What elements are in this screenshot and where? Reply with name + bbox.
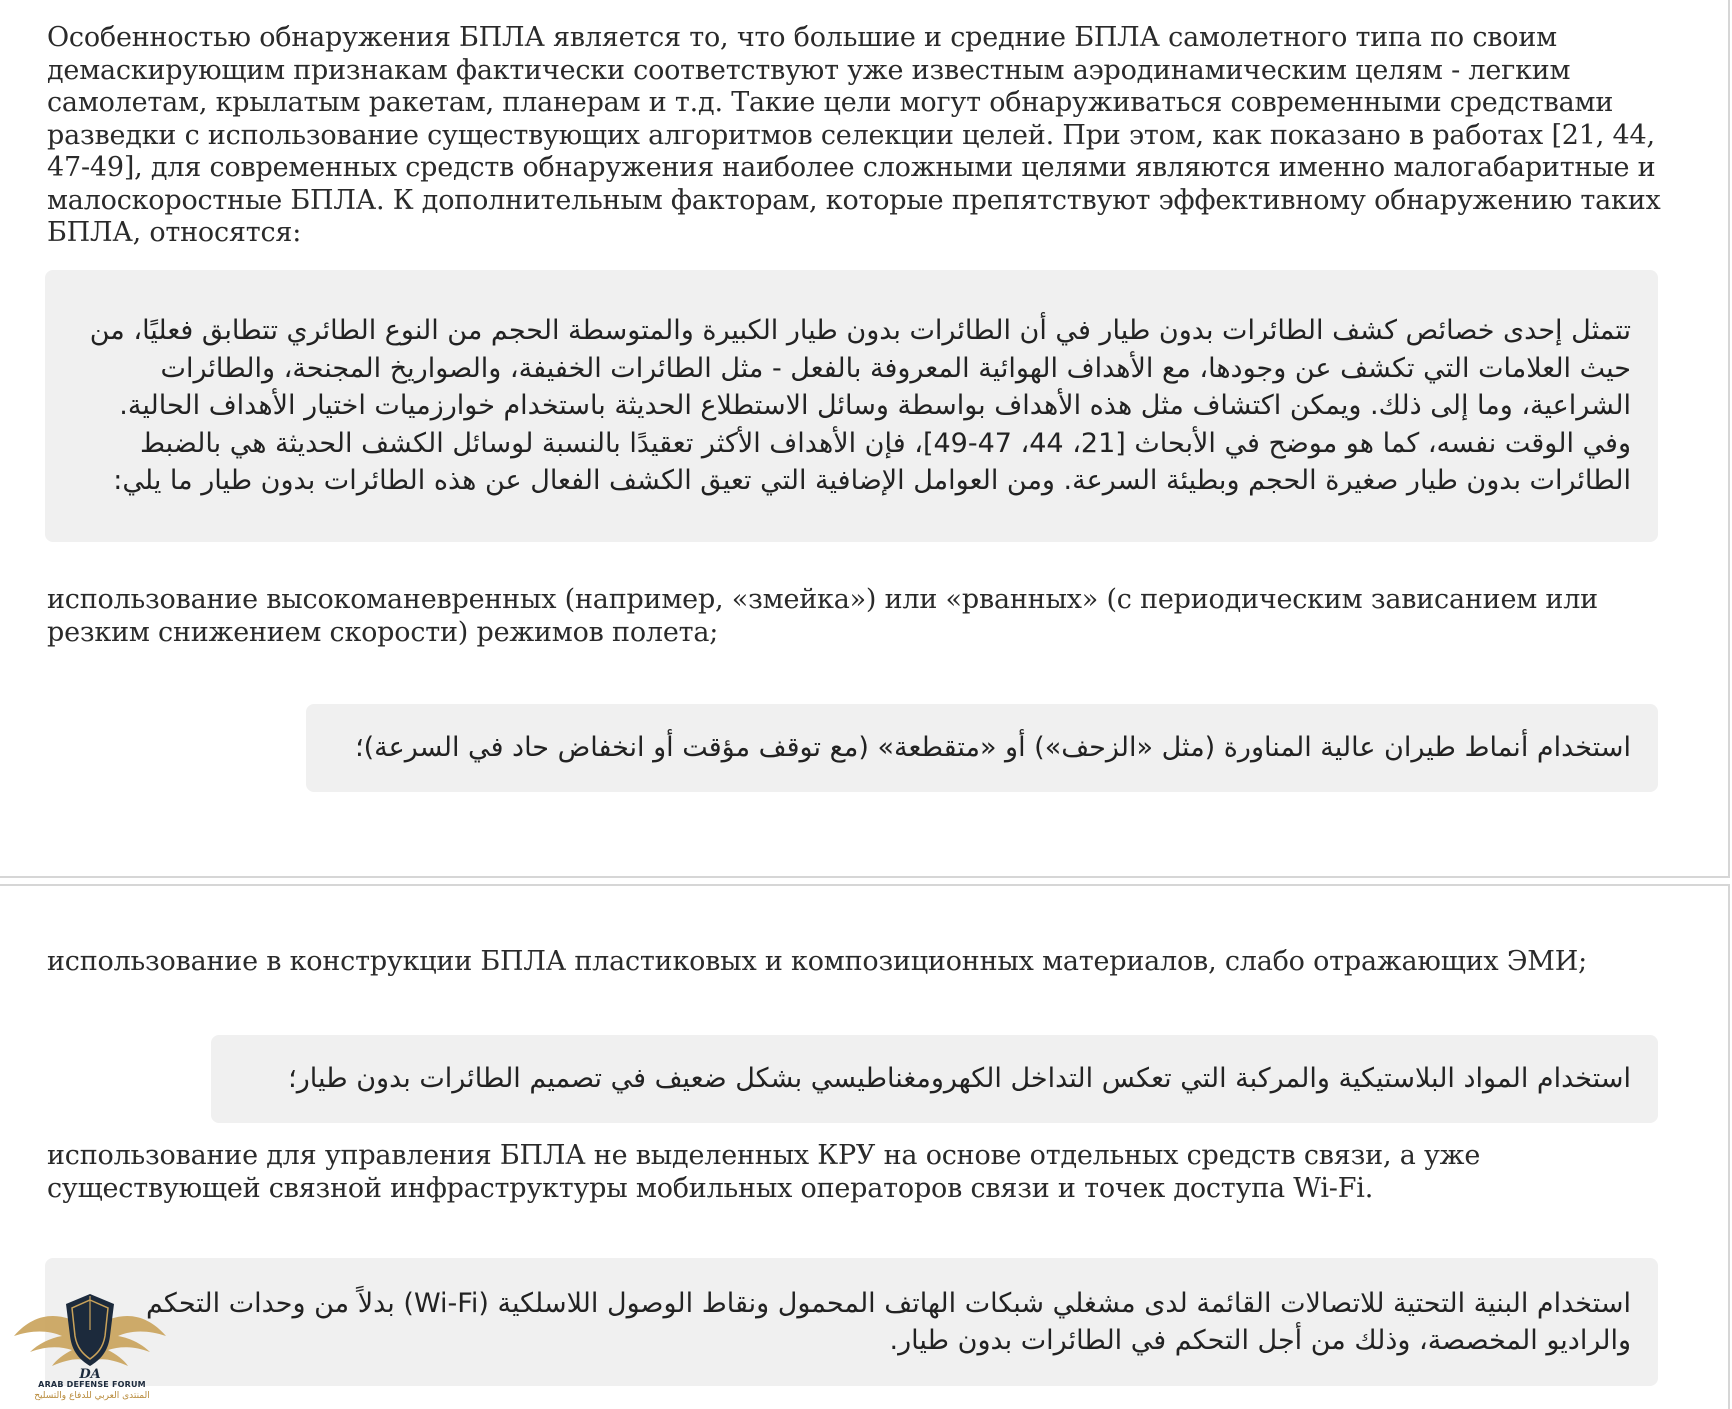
paragraph-item1-arabic: استخدام أنماط طيران عالية المناورة (مثل «الزحف») أو «متقطعة» (مع توقف مؤقت أو انخفاض حاد في السرعة)؛ (355, 732, 1631, 764)
translation-box-item1 (306, 704, 1658, 792)
paragraph-item2-arabic: استخدام المواد البلاستيكية والمركبة التي تعكس التداخل الكهرومغناطيسي بشكل ضعيف في تصميم الطائرات بدون طيار؛ (288, 1063, 1631, 1095)
shield-wings-logo-icon (10, 1290, 170, 1382)
paragraph-intro-russian: Особенностью обнаружения БПЛА является то, что большие и средние БПЛА самолетного типа по своим демаскирующим признакам фактически соответствуют уже известным аэродинамическим целям - легким самолетам, крылатым ракетам, планерам и т.д. Такие цели могут обнаруживаться современными средствами разведки с использование существующих алгоритмов селекции целей. При этом, как показано в работах [21, 44, 47-49], для современных средств обнаружения наиболее сложными целями являются именно малогабаритные и малоскоростные БПЛА. К дополнительным факторам, которые препятствуют эффективному обнаружению таких БПЛА, относятся: (47, 22, 1661, 248)
paragraph-item3-russian: использование для управления БПЛА не выделенных КРУ на основе отдельных средств связи, а уже существующей связной инфраструктуры мобильных операторов связи и точек доступа Wi-Fi. (47, 1140, 1481, 1204)
paragraph-intro-arabic: تتمثل إحدى خصائص كشف الطائرات بدون طيار في أن الطائرات بدون طيار الكبيرة والمتوسطة الحجم من النوع الطائري تتطابق فعليًا، من حيث العلامات التي تكشف عن وجودها، مع الأهداف الهوائية المعروفة بالفعل - مثل الطائرات الخفيفة، والصواريخ المجنحة، والطائرات الشراعية، وما إلى ذلك. ويمكن اكتشاف مثل هذه الأهداف بواسطة وسائل الاستطلاع الحديثة باستخدام خوارزميات اختيار الأهداف الحالية. وفي الوقت نفسه، كما هو موضح في الأبحاث [21، 44، 47-49]، فإن الأهداف الأكثر تعقيدًا بالنسبة لوسائل الكشف الحديثة هي بالضبط الطائرات بدون طيار صغيرة الحجم وبطيئة السرعة. ومن العوامل الإضافية التي تعيق الكشف الفعال عن هذه الطائرات بدون طيار ما يلي: (89, 315, 1631, 497)
paragraph-item3-arabic: استخدام البنية التحتية للاتصالات القائمة لدى مشغلي شبكات الهاتف المحمول ونقاط الوصول اللاسلكية (Wi-Fi) بدلاً من وحدات التحكم والراديو المخصصة، وذلك من أجل التحكم في الطائرات بدون طيار. (145, 1287, 1631, 1356)
logo-name-arabic: المنتدى العربي للدفاع والتسليح (34, 1391, 150, 1401)
logo-initials: DA (79, 1367, 101, 1382)
arab-defense-forum-watermark (10, 1290, 158, 1404)
translation-box-item2 (211, 1035, 1658, 1123)
translation-box-intro (45, 270, 1658, 542)
paragraph-item2-russian: использование в конструкции БПЛА пластиковых и композиционных материалов, слабо отражающих ЭМИ; (47, 946, 1587, 977)
paragraph-item1-russian: использование высокоманевренных (например, «змейка») или «рванных» (с периодическим зависанием или резким снижением скорости) режимов полета; (47, 584, 1598, 648)
logo-name: ARAB DEFENSE FORUM (38, 1380, 146, 1389)
translation-box-item3 (45, 1258, 1658, 1386)
